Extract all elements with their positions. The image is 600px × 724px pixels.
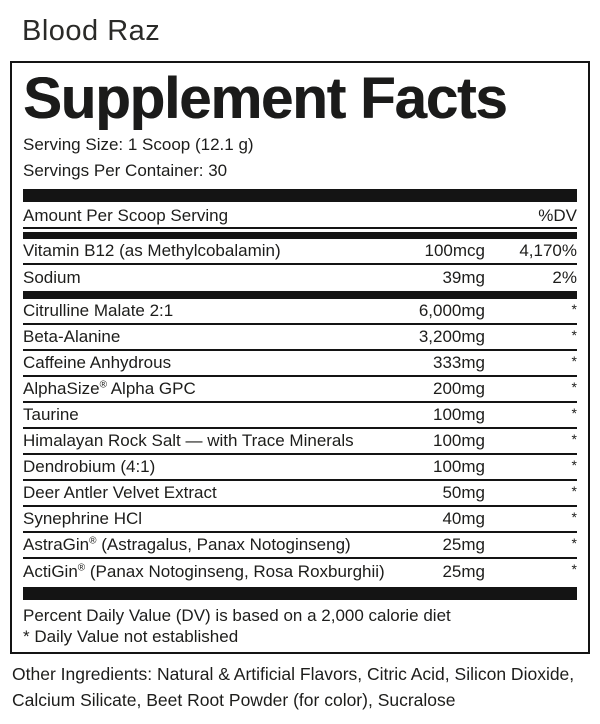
nutrient-row: [23, 265, 577, 291]
ingredient-amount: 25mg: [442, 562, 485, 581]
footnote-dv-basis: Percent Daily Value (DV) is based on a 2,000 calorie diet: [23, 606, 451, 625]
ingredient-name: Himalayan Rock Salt — with Trace Minerals: [23, 431, 354, 450]
divider-bar-top: [23, 189, 577, 202]
nutrient-row: [23, 239, 577, 265]
footnotes: [23, 600, 577, 647]
ingredient-row: [23, 299, 577, 325]
supplement-facts-panel: [10, 61, 590, 654]
ingredient-daily-value: *: [571, 483, 577, 499]
nutrient-name: Vitamin B12 (as Methylcobalamin): [23, 241, 281, 260]
ingredient-name: Synephrine HCl: [23, 509, 143, 528]
ingredient-amount: 100mg: [433, 431, 485, 450]
footnote-not-established: * Daily Value not established: [23, 627, 239, 646]
ingredient-amount: 25mg: [442, 535, 485, 554]
ingredient-amount: 200mg: [433, 379, 485, 398]
nutrient-daily-value: 2%: [552, 268, 577, 287]
divider-bar-header: [23, 232, 577, 239]
divider-bar-section: [23, 291, 577, 299]
ingredient-daily-value: *: [571, 405, 577, 421]
ingredient-daily-value: *: [571, 535, 577, 551]
ingredient-daily-value: *: [571, 457, 577, 473]
ingredient-rows: [23, 299, 577, 585]
ingredient-row: [23, 325, 577, 351]
ingredient-row: [23, 533, 577, 559]
servings-per-container-text: Servings Per Container: 30: [23, 161, 228, 180]
nutrient-daily-value: 4,170%: [519, 241, 577, 260]
ingredient-amount: 3,200mg: [418, 327, 485, 346]
ingredient-row: [23, 429, 577, 455]
ingredient-daily-value: *: [571, 301, 577, 317]
divider-bar-bottom: [23, 587, 577, 600]
ingredient-daily-value: *: [571, 561, 577, 577]
ingredient-daily-value: *: [571, 327, 577, 343]
daily-value-rows: [23, 239, 577, 291]
ingredient-daily-value: *: [571, 379, 577, 395]
ingredient-row: [23, 559, 577, 585]
ingredient-name: Taurine: [23, 405, 79, 424]
dv-column-header: %DV: [538, 206, 577, 225]
nutrient-amount: 100mcg: [424, 241, 485, 260]
ingredient-row: [23, 403, 577, 429]
ingredient-amount: 333mg: [433, 353, 485, 372]
ingredient-amount: 100mg: [433, 405, 485, 424]
ingredient-name: Beta-Alanine: [23, 327, 121, 346]
ingredient-amount: 100mg: [433, 457, 485, 476]
serving-size-text: Serving Size: 1 Scoop (12.1 g): [23, 135, 254, 154]
supplement-facts-title: Supplement Facts: [23, 66, 507, 131]
ingredient-daily-value: *: [571, 509, 577, 525]
ingredient-name: ActiGin® (Panax Notoginseng, Rosa Roxburghii): [23, 562, 385, 581]
ingredient-name: AlphaSize® Alpha GPC: [23, 379, 196, 398]
ingredient-name: Caffeine Anhydrous: [23, 353, 172, 372]
ingredient-row: [23, 377, 577, 403]
ingredient-amount: 6,000mg: [418, 301, 485, 320]
ingredient-row: [23, 481, 577, 507]
other-ingredients-text: Other Ingredients: Natural & Artificial Flavors, Citric Acid, Silicon Dioxide, Calcium Silicate, Beet Root Powder (for color), Sucralose: [12, 664, 575, 710]
column-header-row: [23, 202, 577, 229]
ingredient-row: [23, 351, 577, 377]
ingredient-row: [23, 507, 577, 533]
ingredient-name: AstraGin® (Astragalus, Panax Notoginseng): [23, 535, 351, 554]
ingredient-amount: 40mg: [442, 509, 485, 528]
ingredient-daily-value: *: [571, 353, 577, 369]
nutrient-amount: 39mg: [442, 268, 485, 287]
ingredient-row: [23, 455, 577, 481]
product-title: Blood Raz: [22, 15, 161, 47]
ingredient-name: Dendrobium (4:1): [23, 457, 156, 476]
nutrient-name: Sodium: [23, 268, 81, 287]
ingredient-daily-value: *: [571, 431, 577, 447]
amount-column-header: Amount Per Scoop Serving: [23, 206, 229, 225]
ingredient-amount: 50mg: [442, 483, 485, 502]
ingredient-name: Deer Antler Velvet Extract: [23, 483, 217, 502]
ingredient-name: Citrulline Malate 2:1: [23, 301, 174, 320]
